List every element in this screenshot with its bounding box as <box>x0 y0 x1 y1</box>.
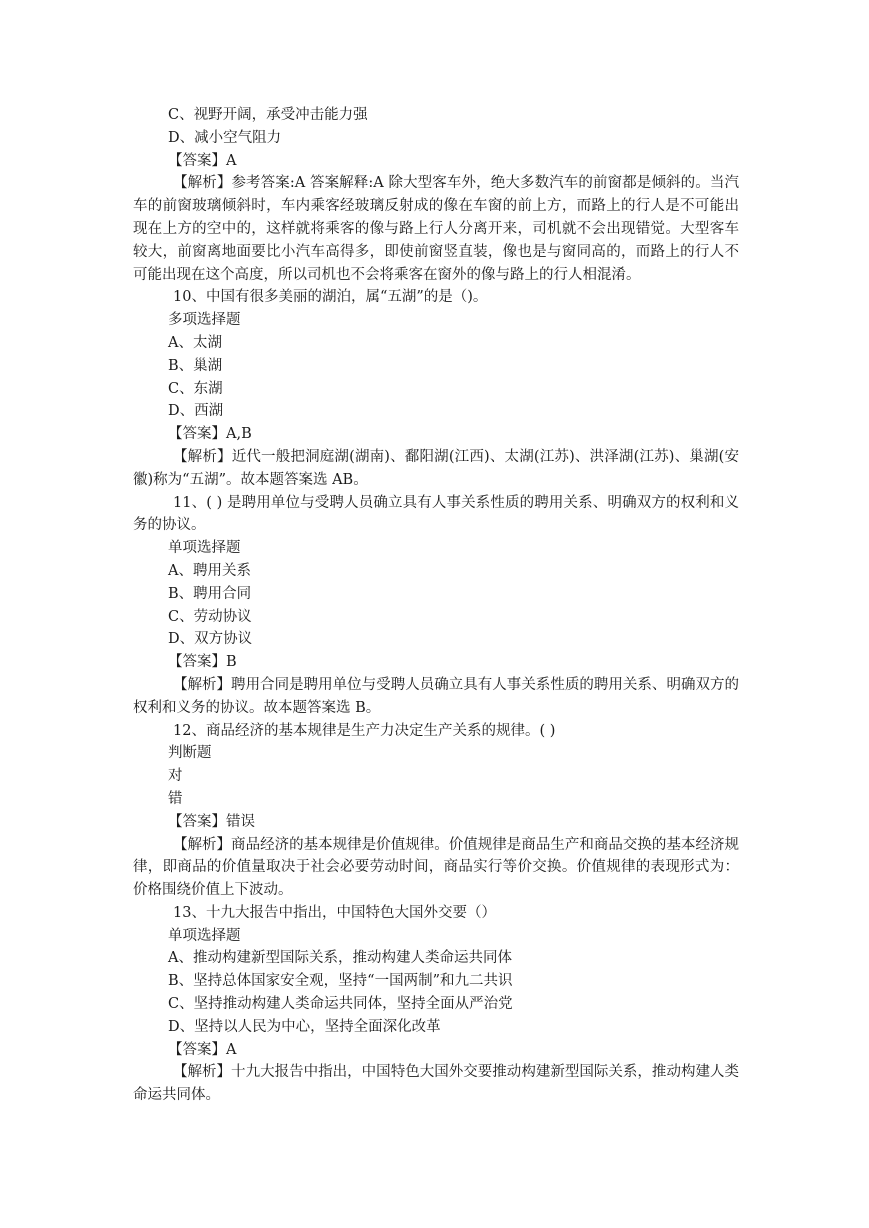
option-a: A、聘用关系 <box>168 562 251 579</box>
option-a: A、太湖 <box>168 334 222 351</box>
option-d: D、西湖 <box>168 403 224 420</box>
option-a: A、推动构建新型国际关系，推动构建人类命运共同体 <box>168 950 512 967</box>
option-c: C、视野开阔，承受冲击能力强 <box>168 107 368 123</box>
option-d: D、坚持以人民为中心，坚持全面深化改革 <box>168 1018 441 1035</box>
answer: 【答案】A <box>168 152 237 169</box>
explanation: 【解析】近代一般把洞庭湖(湖南)、鄱阳湖(江西)、太湖(江苏)、洪泽湖(江苏)、巢湖(安徽)称为“五湖”。故本题答案选 AB。 <box>133 448 739 488</box>
explanation: 【解析】商品经济的基本规律是价值规律。价值规律是商品生产和商品交换的基本经济规律，即商品的价值量取决于社会必要劳动时间，商品实行等价交换。价值规律的表现形式为：价格围绕价值上下波动。 <box>133 836 739 899</box>
question-12: 12、商品经济的基本规律是生产力决定生产关系的规律。( ) <box>173 722 556 739</box>
question-11: 11、( ) 是聘用单位与受聘人员确立具有人事关系性质的聘用关系、明确双方的权利和义务的协议。 <box>133 494 739 534</box>
answer: 【答案】A <box>168 1041 237 1058</box>
option-b: B、聘用合同 <box>168 585 252 602</box>
question-type: 多项选择题 <box>168 312 241 329</box>
option-false: 错 <box>168 790 183 807</box>
option-b: B、巢湖 <box>168 357 223 374</box>
explanation: 【解析】参考答案:A 答案解释:A 除大型客车外，绝大多数汽车的前窗都是倾斜的。当汽车的前窗玻璃倾斜时，车内乘客经玻璃反射成的像在车窗的前上方，而路上的行人是不可能出现在上方的空中的，这样就将乘客的像与路上行人分离开来，司机就不会出现错觉。大型客车较大，前窗离地面要比小汽车高得多，即使前窗竖直装，像也是与窗同高的，而路上的行人不可能出现在这个高度，所以司机也不会将乘客在窗外的像与路上的行人相混淆。 <box>133 175 739 283</box>
question-type: 判断题 <box>168 745 212 762</box>
document-body <box>133 104 739 1107</box>
option-true: 对 <box>168 768 183 785</box>
option-b: B、坚持总体国家安全观，坚持“一国两制”和九二共识 <box>168 973 513 990</box>
option-c: C、坚持推动构建人类命运共同体，坚持全面从严治党 <box>168 996 513 1013</box>
question-13: 13、十九大报告中指出，中国特色大国外交要（） <box>173 904 496 921</box>
option-d: D、双方协议 <box>168 631 253 648</box>
question-type: 单项选择题 <box>168 540 241 557</box>
explanation: 【解析】十九大报告中指出，中国特色大国外交要推动构建新型国际关系，推动构建人类命运共同体。 <box>133 1064 739 1104</box>
question-type: 单项选择题 <box>168 927 241 944</box>
option-d: D、减小空气阻力 <box>168 129 282 146</box>
answer: 【答案】A,B <box>168 426 252 443</box>
question-10: 10、中国有很多美丽的湖泊，属“五湖”的是（)。 <box>173 289 488 306</box>
answer: 【答案】B <box>168 654 237 671</box>
option-c: C、劳动协议 <box>168 608 252 625</box>
answer: 【答案】错误 <box>168 813 255 830</box>
explanation: 【解析】聘用合同是聘用单位与受聘人员确立具有人事关系性质的聘用关系、明确双方的权利和义务的协议。故本题答案选 B。 <box>133 676 739 716</box>
option-c: C、东湖 <box>168 380 223 397</box>
